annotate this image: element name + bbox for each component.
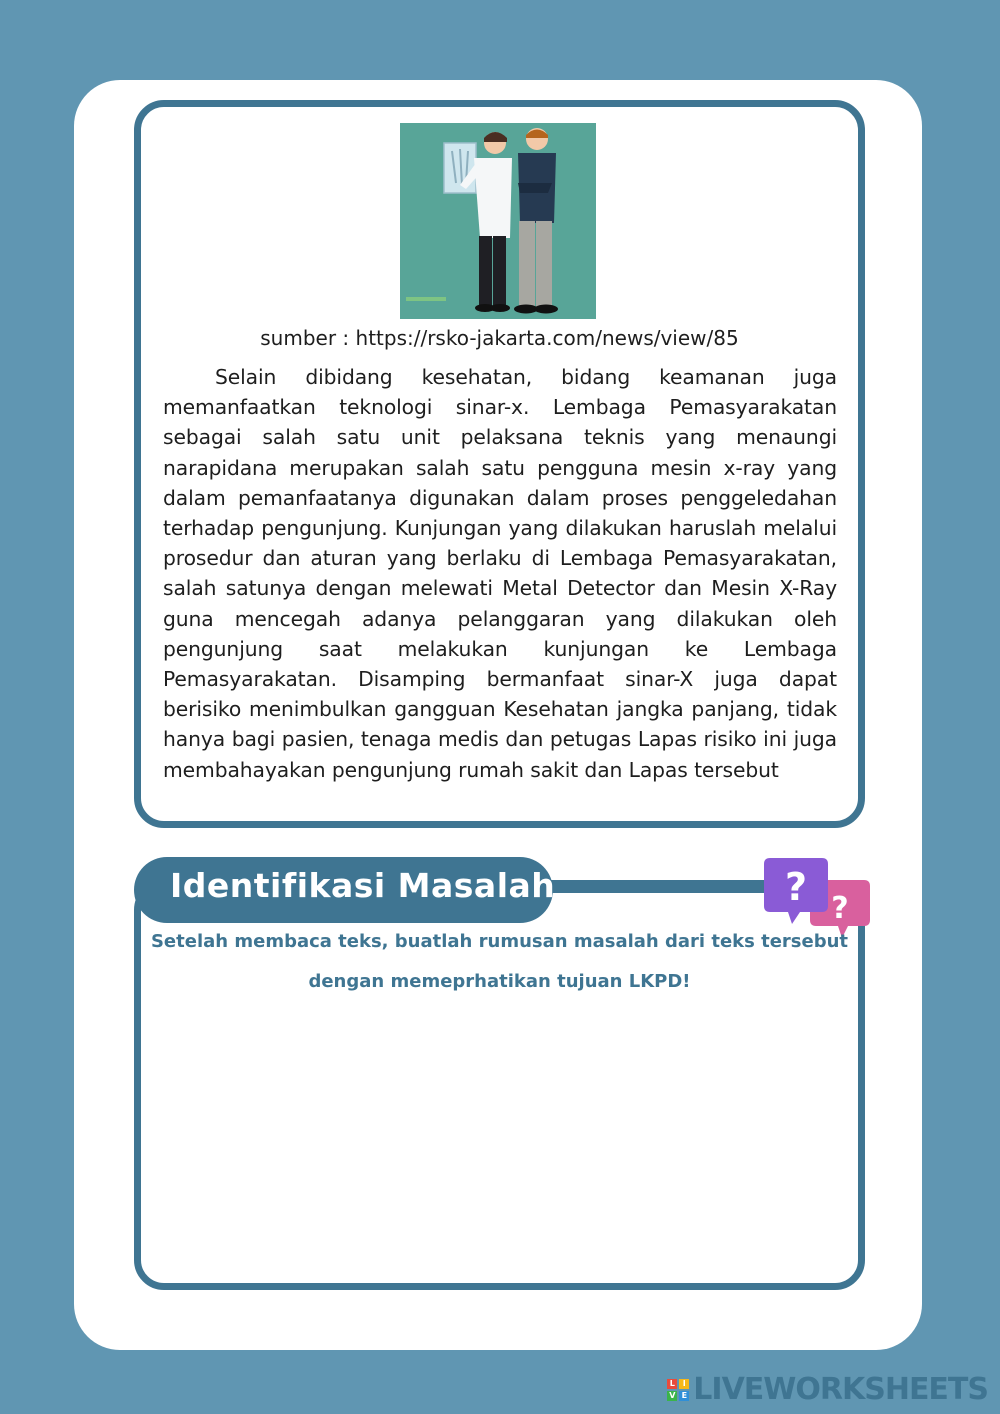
instruction-line-1: Setelah membaca teks, buatlah rumusan masalah dari teks tersebut [150,931,849,952]
brand-name: LIVEWORKSHEETS [693,1372,988,1407]
instruction-text [134,922,865,1002]
header-divider [540,886,780,893]
image-caption: sumber : https://rsko-jakarta.com/news/view/85 [260,326,739,350]
instruction-line-2: dengan memeprhatikan tujuan LKPD! [308,971,691,992]
doctor-xray-illustration [400,123,596,319]
svg-text:?: ? [784,865,808,909]
reading-passage: Selain dibidang kesehatan, bidang keamanan juga memanfaatkan teknologi sinar-x. Lembaga Pemasyarakatan sebagai salah satu unit pelaksana teknis yang menaungi narapidana merupakan salah satu pengguna mesin x-ray yang dalam pemanfaatanya digunakan dalam proses penggeledahan terhadap pengunjung. Kunjungan yang dilakukan haruslah melalui prosedur dan aturan yang berlaku di Lembaga Pemasyarakatan, salah satunya dengan melewati Metal Detector dan Mesin X-Ray guna mencegah adanya pelanggaran yang dilakukan oleh pengunjung saat melakukan kunjungan ke Lembaga Pemasyarakatan. Disamping bermanfaat sinar-X juga dapat berisiko menimbulkan gangguan Kesehatan jangka panjang, tidak hanya bagi pasien, tenaga medis dan petugas Lapas risiko ini juga membahayakan pengunjung rumah sakit dan Lapas tersebut [163,365,837,782]
section-title: Identifikasi Masalah [170,866,556,905]
logo-letter: L [667,1379,677,1389]
liveworksheets-logo [667,1372,988,1407]
answer-area[interactable] [160,1005,840,1265]
logo-grid-icon [667,1379,689,1401]
logo-letter: V [669,1390,676,1400]
logo-letter: I [679,1379,689,1389]
logo-letter: E [679,1391,689,1401]
svg-text:?: ? [831,891,849,926]
